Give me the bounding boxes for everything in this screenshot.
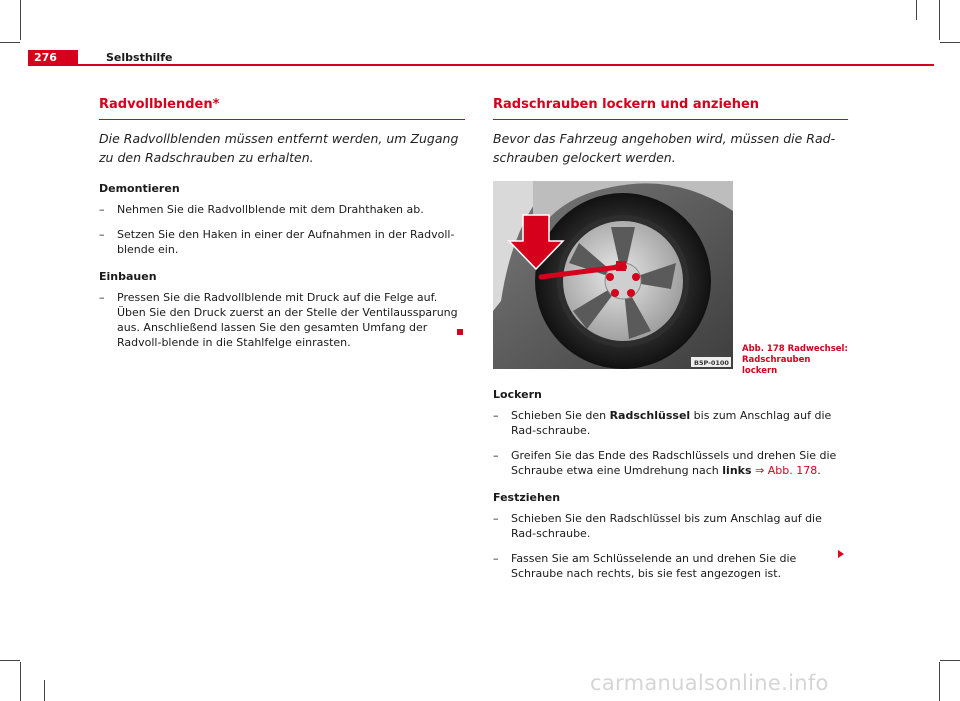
- list-item-text: Setzen Sie den Haken in einer der Aufnahmen in der Radvoll-blende ein.: [117, 228, 455, 256]
- crop-mark: [916, 0, 917, 20]
- list-dash: –: [99, 228, 105, 241]
- list-item: [99, 202, 465, 217]
- section-title-radschrauben: Radschrauben lockern und anziehen: [493, 97, 760, 112]
- figure-caption-line: Radschrauben lockern: [742, 355, 811, 376]
- section-title-radvollblenden: Radvollblenden*: [99, 97, 220, 112]
- figure-caption-line: Abb. 178 Radwechsel:: [742, 344, 848, 354]
- emphasis-links: links: [722, 464, 752, 477]
- section-intro: Die Radvollblenden müssen entfernt werden, um Zugang zu den Radschrauben zu erhalten.: [99, 131, 459, 165]
- crop-mark: [20, 662, 21, 701]
- subheading-lockern: Lockern: [493, 388, 542, 401]
- section-end-marker: [457, 329, 463, 335]
- figure-reference-link[interactable]: ⇒ Abb. 178: [751, 464, 818, 477]
- left-column: [99, 96, 465, 360]
- crop-mark: [44, 680, 45, 701]
- list-item: [493, 551, 848, 581]
- crop-mark: [940, 660, 960, 661]
- subheading-demontieren: Demontieren: [99, 182, 180, 195]
- list-item-text: Nehmen Sie die Radvollblende mit dem Drahthaken ab.: [117, 203, 424, 216]
- crop-mark: [940, 42, 960, 43]
- crop-mark: [939, 662, 940, 701]
- list-item: [99, 290, 465, 350]
- list-item: [99, 227, 465, 257]
- list-item: [493, 448, 848, 478]
- subheading-einbauen: Einbauen: [99, 270, 157, 283]
- list-item-text: Schieben Sie den Radschlüssel bis zum Anschlag auf die Rad-schraube.: [511, 512, 822, 540]
- continue-arrow-icon: [838, 550, 844, 558]
- crop-mark: [20, 0, 21, 40]
- list-dash: –: [493, 512, 499, 525]
- list-item-text: Greifen Sie das Ende des Radschlüssels und drehen Sie die Schraube etwa eine Umdrehung nach links ⇒ Abb. 178.: [511, 449, 837, 477]
- list-dash: –: [493, 552, 499, 565]
- section-rule: [493, 119, 848, 120]
- page-number: 276: [28, 50, 78, 66]
- page-section-title: Selbsthilfe: [106, 51, 173, 64]
- list-item: [493, 511, 848, 541]
- list-dash: –: [99, 291, 105, 304]
- wheel-illustration: [493, 181, 733, 369]
- list-dash: –: [493, 409, 499, 422]
- figure-code: B5P-0100: [694, 359, 729, 367]
- subheading-festziehen: Festziehen: [493, 491, 561, 504]
- crop-mark: [0, 42, 20, 43]
- list-item-text: Fassen Sie am Schlüsselende an und drehen Sie die Schraube nach rechts, bis sie fest angezogen ist.: [511, 552, 797, 580]
- section-rule: [99, 119, 465, 120]
- crop-mark: [939, 0, 940, 40]
- crop-mark: [0, 660, 20, 661]
- right-column: [493, 96, 848, 591]
- figure-caption: [742, 344, 848, 377]
- emphasis-radschluessel: Radschlüssel: [609, 409, 691, 422]
- watermark: carmanualsonline.info: [590, 671, 829, 695]
- list-dash: –: [493, 449, 499, 462]
- figure-block: [493, 181, 848, 376]
- list-item: [493, 408, 848, 438]
- list-dash: –: [99, 203, 105, 216]
- list-item-text: Schieben Sie den Radschlüssel bis zum Anschlag auf die Rad-schraube.: [511, 409, 832, 437]
- section-intro: Bevor das Fahrzeug angehoben wird, müssen die Rad-schrauben gelockert werden.: [493, 131, 836, 165]
- list-item-text: Pressen Sie die Radvollblende mit Druck auf die Felge auf. Üben Sie den Druck zuerst an der Stelle der Ventilaussparung aus. Anschließend lassen Sie den gesamten Umfang der Radvoll-blende in die Stahlfelge einrasten.: [117, 291, 458, 349]
